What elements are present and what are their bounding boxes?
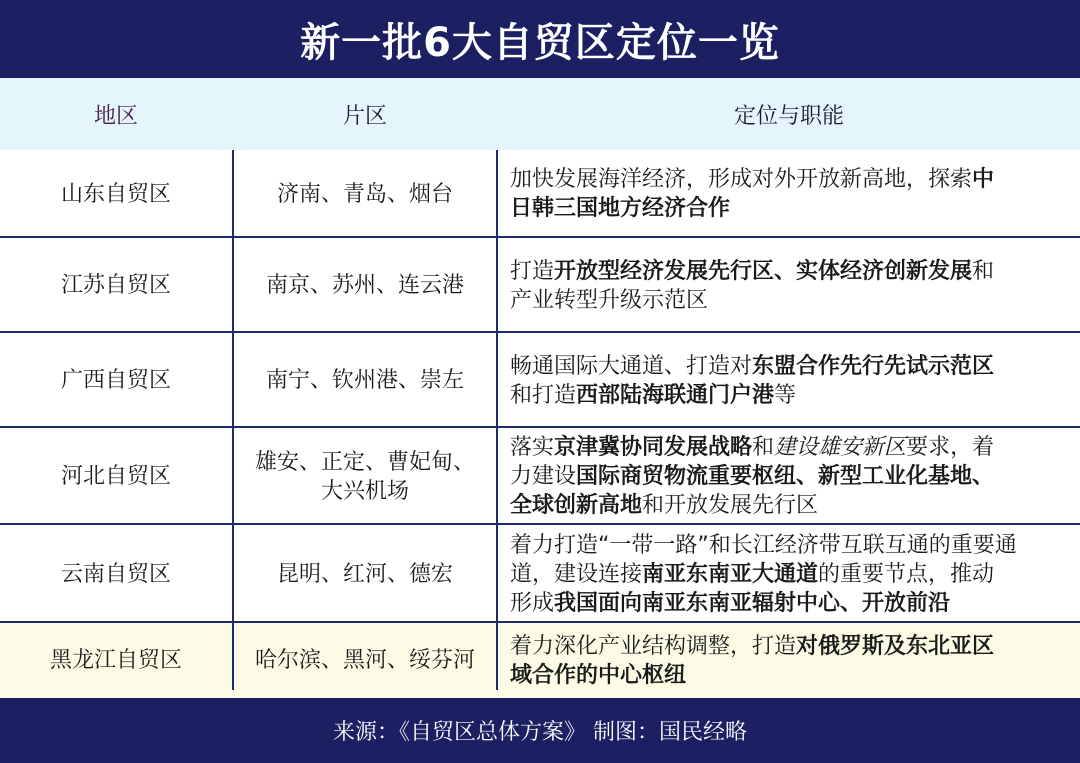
description-cell bbox=[510, 333, 1065, 428]
source-footer: 来源：《自贸区总体方案》 制图：国民经略 bbox=[0, 698, 1080, 763]
column-divider bbox=[496, 150, 498, 690]
description-text: 加快发展海洋经济，形成对外开放新高地，探索 bbox=[510, 167, 973, 192]
description-line bbox=[510, 381, 994, 410]
description-line bbox=[510, 661, 994, 690]
table-row bbox=[0, 333, 1080, 428]
zone-cell bbox=[234, 525, 496, 623]
description-text: 形成 bbox=[510, 590, 555, 616]
table-row bbox=[0, 238, 1080, 333]
description-line bbox=[510, 433, 994, 462]
row-divider bbox=[0, 621, 1080, 623]
highlight-text: 京津冀协同发展战略 bbox=[554, 435, 753, 460]
region-cell: 山东自贸区 bbox=[60, 181, 171, 207]
table-row bbox=[0, 150, 1080, 238]
description-text: 落实 bbox=[510, 435, 555, 460]
region-cell: 黑龙江自贸区 bbox=[49, 648, 182, 673]
region-cell: 广西自贸区 bbox=[60, 368, 171, 393]
description-line bbox=[510, 491, 994, 520]
highlight-text: 中 bbox=[972, 167, 995, 192]
row-divider bbox=[0, 331, 1080, 333]
description-cell bbox=[510, 623, 1065, 698]
description-cell bbox=[510, 428, 1065, 525]
table-row bbox=[0, 525, 1080, 623]
page-title: 新一批6大自贸区定位一览 bbox=[0, 0, 1080, 78]
description-line bbox=[510, 632, 994, 661]
description-text: 着力打造“一带一路”和长江经济带互联互通的重要通 bbox=[510, 532, 1017, 558]
description-text: 和开放发展先行区 bbox=[642, 493, 819, 518]
description-text: 建设雄安新区 bbox=[774, 435, 907, 460]
zone-line: 南京、苏州、连云港 bbox=[265, 273, 464, 298]
description-text: 等 bbox=[774, 382, 797, 408]
column-divider bbox=[232, 150, 234, 690]
region-cell: 河北自贸区 bbox=[60, 464, 171, 489]
description-cell bbox=[510, 238, 1065, 333]
description-cell bbox=[510, 150, 1065, 238]
description-line bbox=[510, 352, 994, 381]
highlight-text: 国际商贸物流重要枢纽、新型工业化基地、 bbox=[576, 464, 995, 489]
header-desc: 定位与职能 bbox=[733, 103, 844, 129]
description-line bbox=[510, 462, 994, 491]
zone-line: 南宁、钦州港、崇左 bbox=[265, 368, 464, 393]
zone-cell bbox=[234, 150, 496, 238]
table-row bbox=[0, 428, 1080, 525]
zone-cell bbox=[234, 428, 496, 525]
table-header-row bbox=[0, 78, 1080, 150]
description-text: 和 bbox=[972, 258, 995, 284]
highlight-text: 我国面向南亚东南亚辐射中心、开放前沿 bbox=[554, 590, 951, 616]
zone-cell bbox=[234, 623, 496, 698]
description-line bbox=[510, 560, 1017, 589]
description-text: 打造 bbox=[510, 258, 555, 284]
highlight-text: 日韩三国地方经济合作 bbox=[510, 196, 731, 221]
zone-line: 雄安、正定、曹妃甸、 bbox=[254, 449, 475, 475]
highlight-text: 全球创新高地 bbox=[510, 493, 643, 518]
positioning-table bbox=[0, 78, 1080, 698]
description-line bbox=[510, 531, 1017, 560]
description-text: 产业转型升级示范区 bbox=[510, 287, 709, 313]
highlight-text: 东盟合作先行先试示范区 bbox=[752, 353, 995, 379]
highlight-text: 南亚东南亚大通道 bbox=[642, 561, 819, 587]
description-text: 的重要节点，推动 bbox=[818, 561, 995, 587]
table-row bbox=[0, 623, 1080, 698]
description-text: 畅通国际大通道、打造对 bbox=[510, 353, 753, 379]
zone-cell bbox=[234, 238, 496, 333]
description-text: 要求，着 bbox=[906, 435, 995, 460]
highlight-text: 对俄罗斯及东北亚区 bbox=[796, 633, 995, 659]
row-divider bbox=[0, 236, 1080, 238]
description-line bbox=[510, 286, 994, 315]
zone-line: 哈尔滨、黑河、绥芬河 bbox=[254, 648, 475, 673]
highlight-text: 域合作的中心枢纽 bbox=[510, 662, 687, 688]
description-text: 道，建设连接 bbox=[510, 561, 643, 587]
row-divider bbox=[0, 426, 1080, 428]
highlight-text: 西部陆海联通门户港 bbox=[576, 382, 775, 408]
zone-line: 昆明、红河、德宏 bbox=[276, 561, 453, 587]
description-cell bbox=[510, 525, 1065, 623]
row-divider bbox=[0, 523, 1080, 525]
description-line bbox=[510, 257, 994, 286]
description-text: 着力深化产业结构调整，打造 bbox=[510, 633, 797, 659]
description-text: 和打造 bbox=[510, 382, 577, 408]
description-line bbox=[510, 589, 1017, 618]
description-line bbox=[510, 194, 994, 223]
header-zone: 片区 bbox=[342, 103, 387, 129]
description-text: 力建设 bbox=[510, 464, 577, 489]
header-region: 地区 bbox=[93, 103, 138, 129]
highlight-text: 开放型经济发展先行区、实体经济创新发展 bbox=[554, 258, 973, 284]
region-cell: 江苏自贸区 bbox=[60, 273, 171, 298]
zone-cell bbox=[234, 333, 496, 428]
region-cell: 云南自贸区 bbox=[60, 561, 171, 587]
description-line bbox=[510, 165, 994, 194]
zone-line: 济南、青岛、烟台 bbox=[276, 181, 453, 207]
description-text: 和 bbox=[752, 435, 775, 460]
zone-line: 大兴机场 bbox=[320, 478, 409, 504]
